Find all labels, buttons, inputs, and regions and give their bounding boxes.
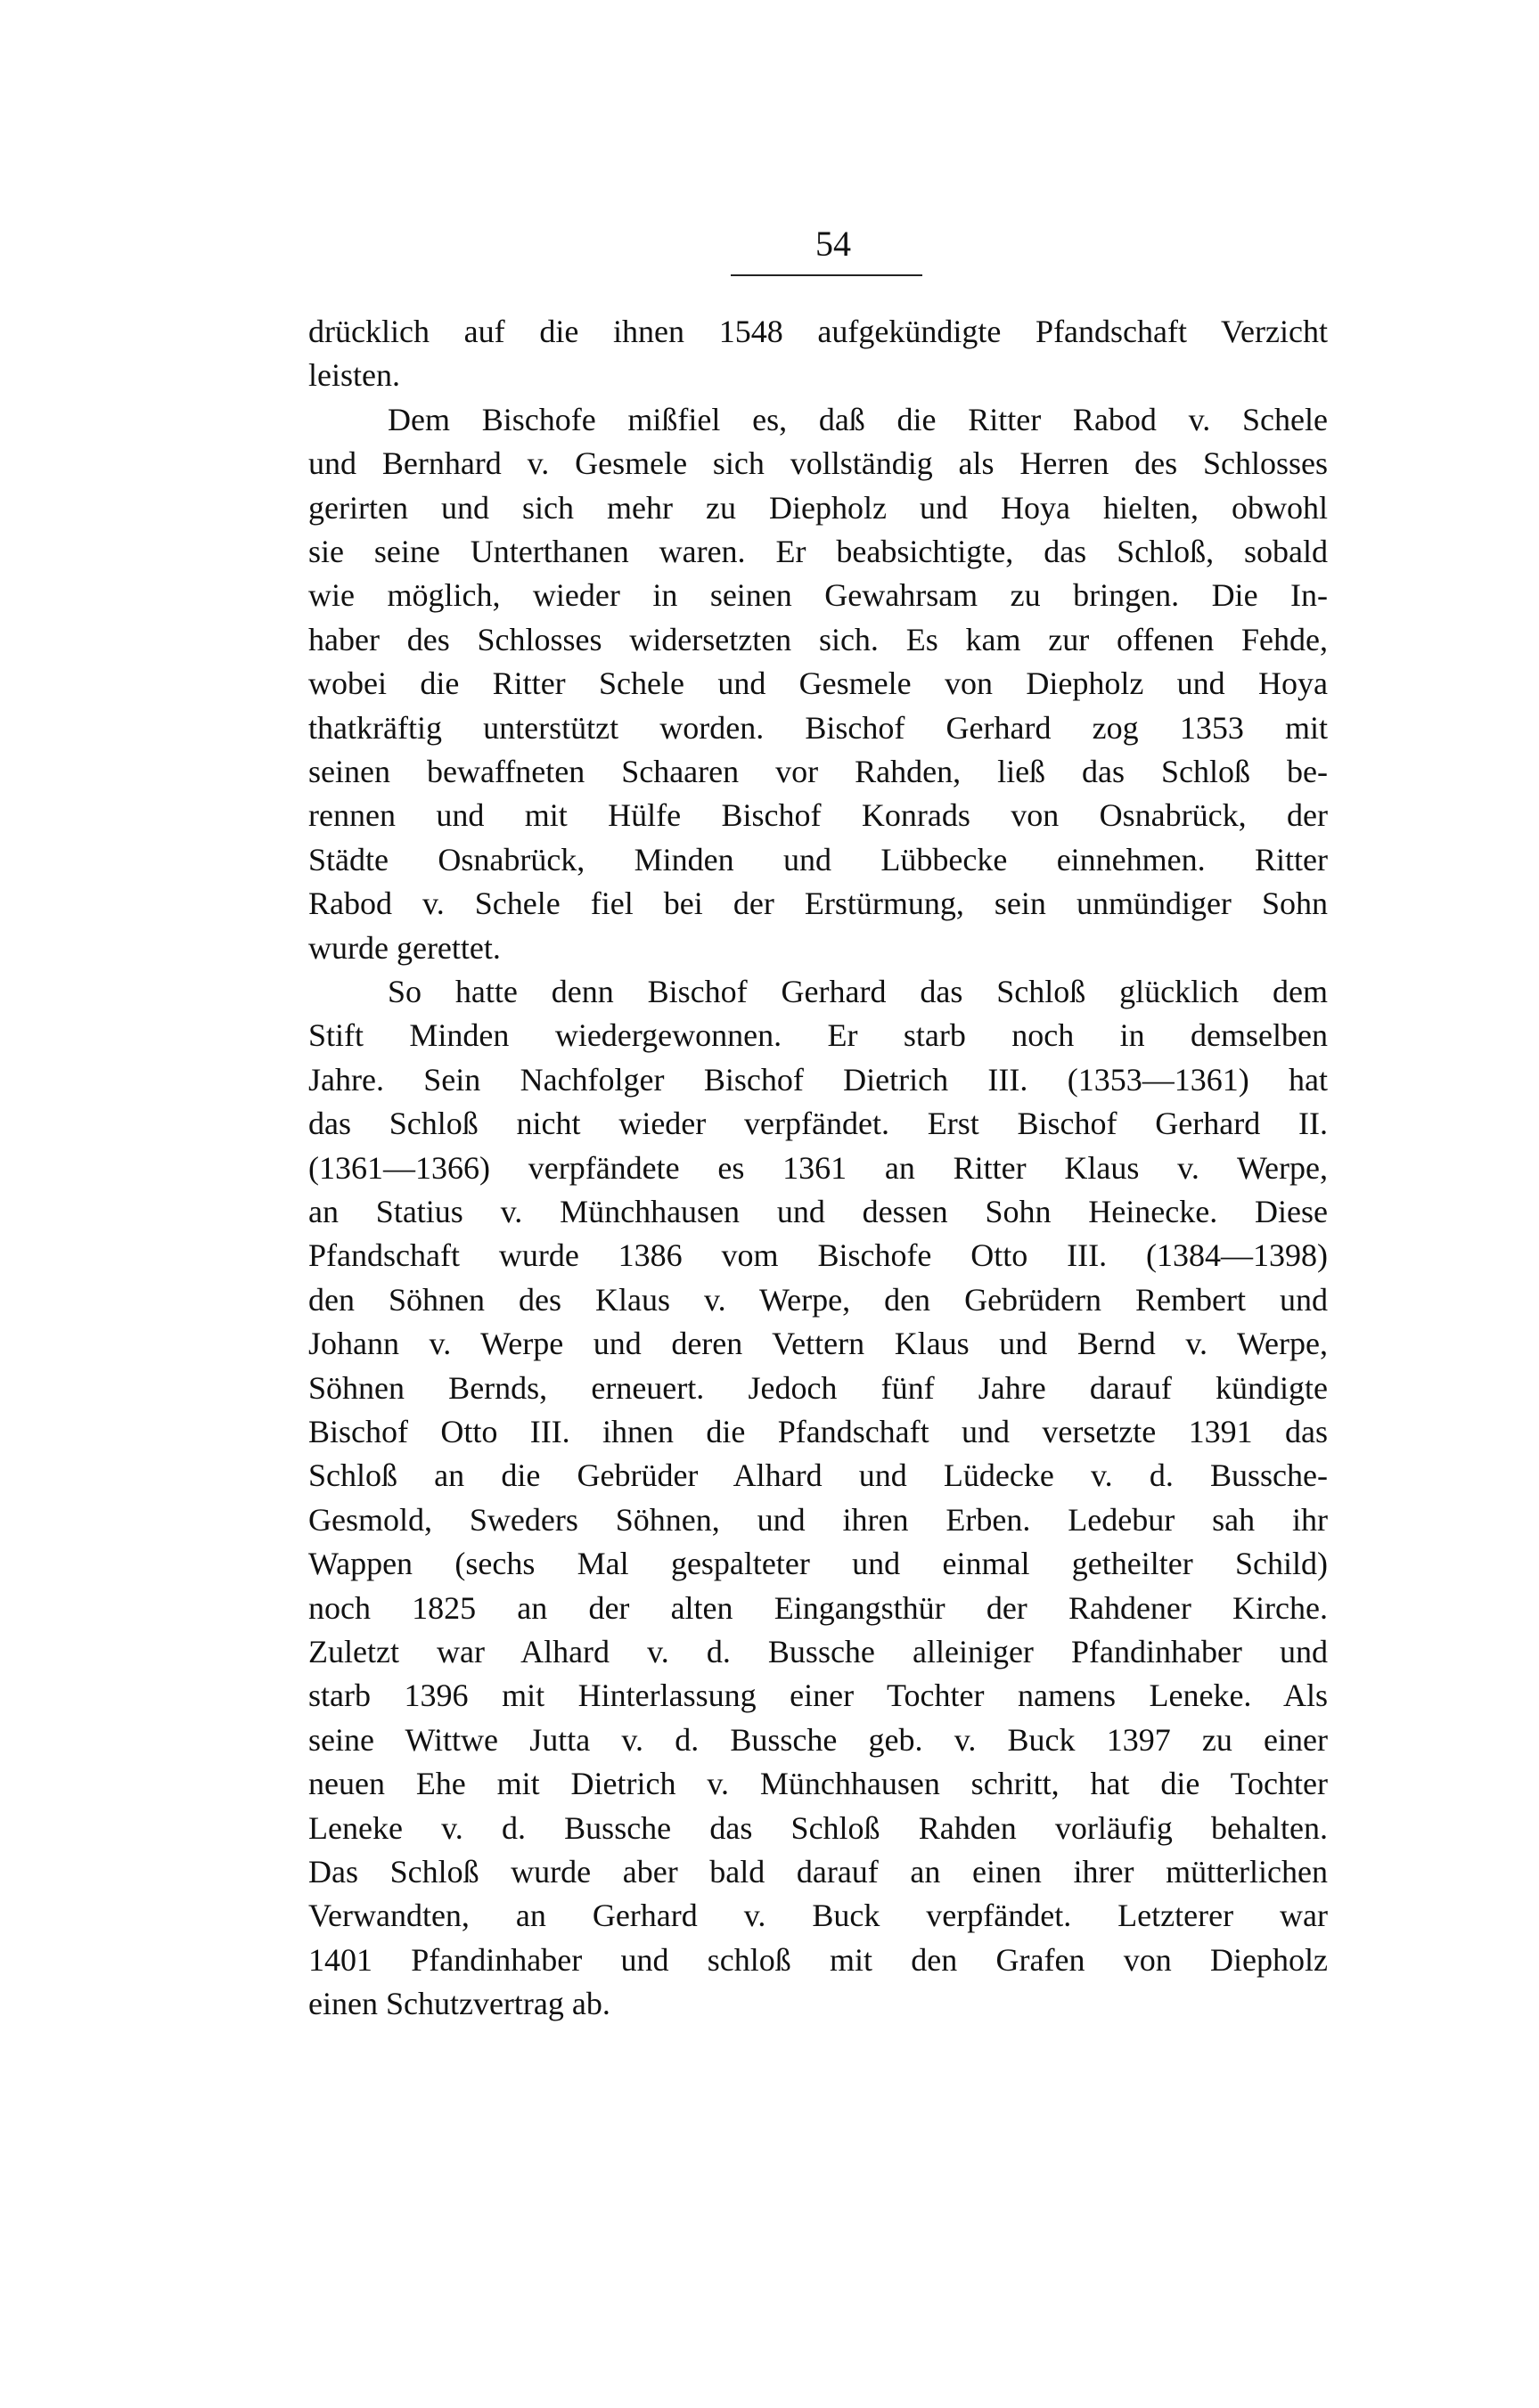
text-line: Bischof Otto III. ihnen die Pfandschaft und versetzte 1391 das [308,1414,1328,1449]
header-rule [731,274,922,276]
text-line: starb 1396 mit Hinterlassung einer Tochter namens Leneke. Als [308,1677,1328,1714]
text-line: den Söhnen des Klaus v. Werpe, den Gebrüdern Rembert und [308,1281,1328,1318]
text-line: Verwandten, an Gerhard v. Buck verpfändet. Letzterer war [308,1898,1328,1934]
text-line: wobei die Ritter Schele und Gesmele von Diepholz und Hoya [308,665,1328,702]
text-line: Dem Bischofe mißfiel es, daß die Ritter Rabod v. Schele [388,401,1328,437]
text-line: Städte Osnabrück, Minden und Lübbecke einnehmen. Ritter [308,841,1328,877]
text-line: Das Schloß wurde aber bald darauf an einen ihrer mütterlichen [308,1854,1328,1890]
text-line: Pfandschaft wurde 1386 vom Bischofe Otto III. (1384—1398) [308,1237,1328,1274]
text-line: neuen Ehe mit Dietrich v. Münchhausen schritt, hat die Tochter [308,1766,1328,1802]
text-line: Leneke v. d. Bussche das Schloß Rahden vorläufig behalten. [308,1809,1328,1846]
text-line: Schloß an die Gebrüder Alhard und Lüdecke v. d. Bussche- [308,1457,1328,1494]
text-line: einen Schutzvertrag ab. [308,1986,610,2022]
text-line: 1401 Pfandinhaber und schloß mit den Grafen von Diepholz [308,1941,1328,1978]
text-line: das Schloß nicht wieder verpfändet. Erst Bischof Gerhard II. [308,1106,1328,1142]
text-line: wurde gerettet. [308,929,501,966]
text-line: So hatte denn Bischof Gerhard das Schloß glücklich dem [388,974,1328,1009]
text-line: thatkräftig unterstützt worden. Bischof Gerhard zog 1353 mit [308,709,1328,746]
text-line: Jahre. Sein Nachfolger Bischof Dietrich III. (1353—1361) hat [308,1061,1328,1098]
text-line: und Bernhard v. Gesmele sich vollständig als Herren des Schlosses [308,445,1328,482]
text-line: wie möglich, wieder in seinen Gewahrsam zu bringen. Die In- [308,577,1328,614]
text-line: Zuletzt war Alhard v. d. Bussche alleiniger Pfandinhaber und [308,1634,1328,1669]
text-line: seinen bewaffneten Schaaren vor Rahden, ließ das Schloß be- [308,754,1328,789]
text-line: Stift Minden wiedergewonnen. Er starb noch in demselben [308,1017,1328,1054]
text-line: Johann v. Werpe und deren Vettern Klaus und Bernd v. Werpe, [308,1326,1328,1362]
text-line: Rabod v. Schele fiel bei der Erstürmung, sein unmündiger Sohn [308,886,1328,922]
text-line: an Statius v. Münchhausen und dessen Sohn Heinecke. Diese [308,1194,1328,1229]
text-line: drücklich auf die ihnen 1548 aufgekündigte Pfandschaft Verzicht [308,314,1328,349]
text-line: Wappen (sechs Mal gespalteter und einmal getheilter Schild) [308,1546,1328,1582]
text-line: Gesmold, Sweders Söhnen, und ihren Erben. Ledebur sah ihr [308,1501,1328,1538]
text-line: sie seine Unterthanen waren. Er beabsichtigte, das Schloß, sobald [308,534,1328,569]
text-line: rennen und mit Hülfe Bischof Konrads von Osnabrück, der [308,797,1328,834]
text-line: Söhnen Bernds, erneuert. Jedoch fünf Jahre darauf kündigte [308,1369,1328,1406]
text-line: gerirten und sich mehr zu Diepholz und Hoya hielten, obwohl [308,489,1328,526]
text-line: haber des Schlosses widersetzten sich. Es kam zur offenen Fehde, [308,621,1328,657]
page-number: 54 [815,224,851,264]
text-line: noch 1825 an der alten Eingangsthür der Rahdener Kirche. [308,1589,1328,1626]
text-line: leisten. [308,357,400,394]
text-line: seine Wittwe Jutta v. d. Bussche geb. v. Buck 1397 zu einer [308,1721,1328,1758]
text-line: (1361—1366) verpfändete es 1361 an Ritter Klaus v. Werpe, [308,1149,1328,1186]
